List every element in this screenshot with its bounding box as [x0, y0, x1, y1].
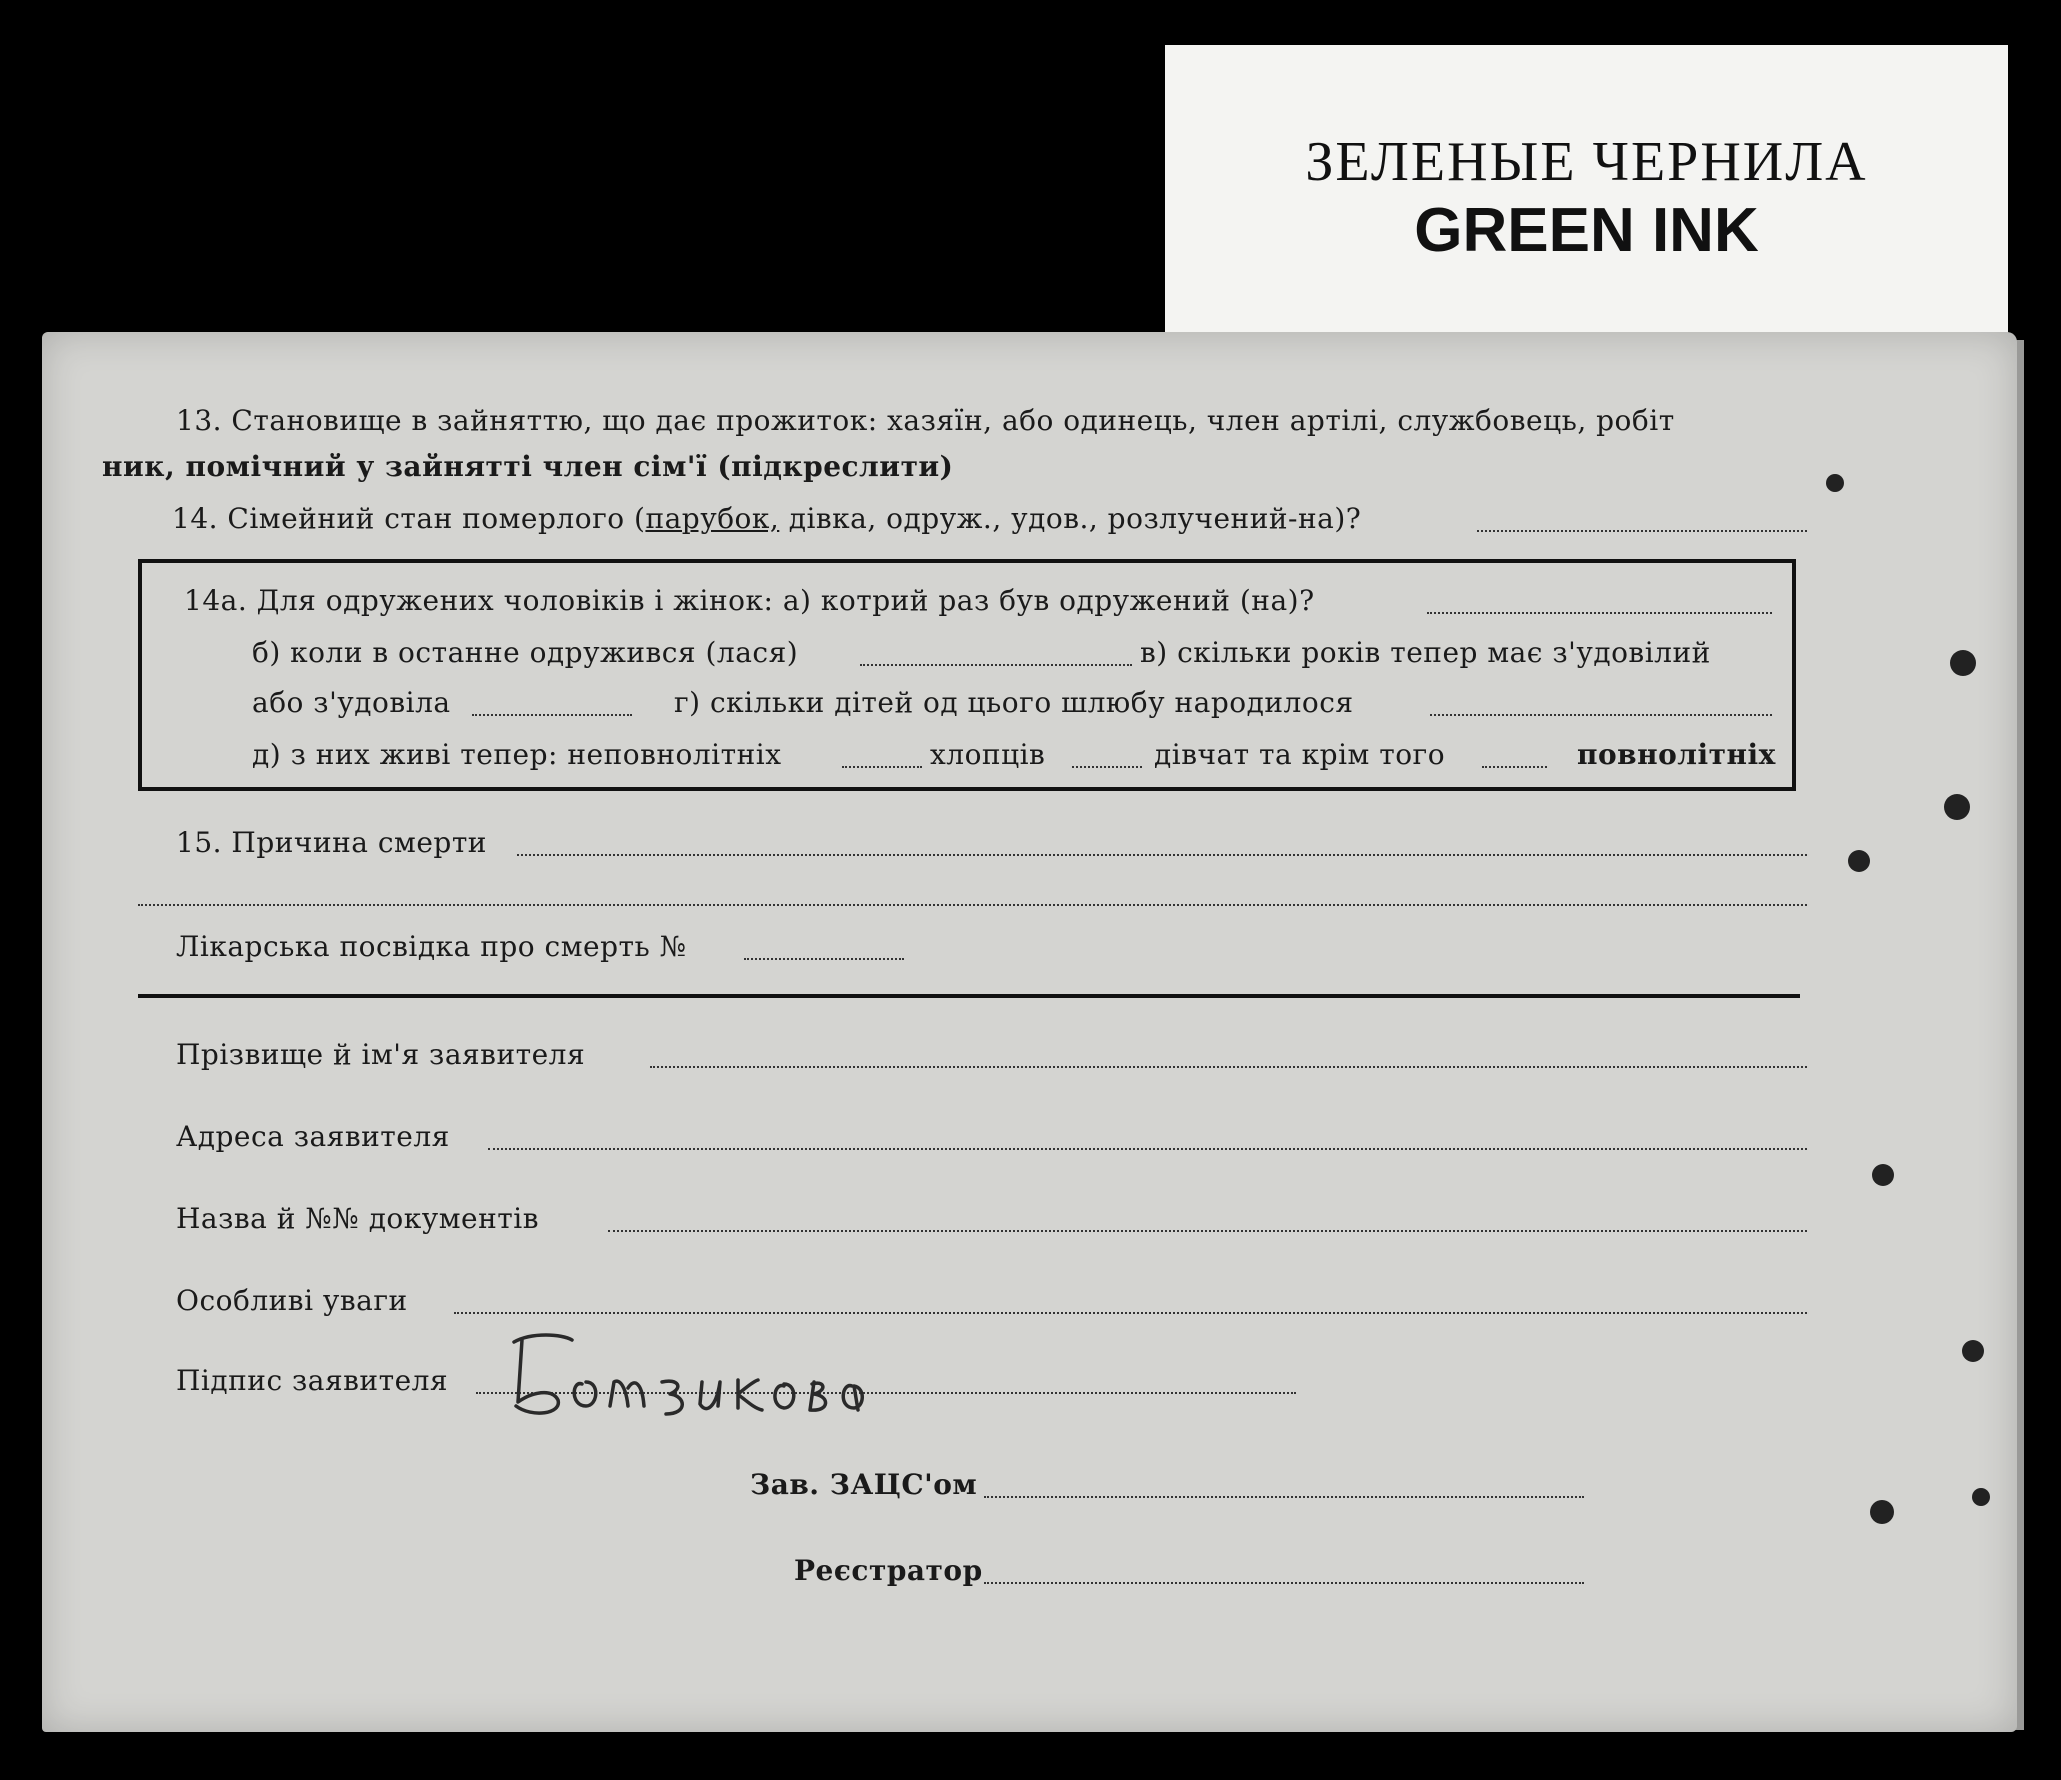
q14a-girls-line — [1482, 766, 1547, 768]
medical-certificate-label: Лікарська посвідка про смерть № — [176, 930, 687, 963]
q14a-v-label: в) скільки років тепер має з'удовілий — [1140, 636, 1711, 669]
registrar-label: Реєстратор — [794, 1554, 983, 1587]
q14a-d-minors-line — [842, 766, 922, 768]
q13-line1: 13. Становище в зайняттю, що дає прожиток: хазяїн, або одинець, член артілі, службовець, робіт — [176, 404, 1675, 437]
notes-label: Особливі уваги — [176, 1284, 408, 1317]
q14a-b-label: б) коли в останне одружився (лася) — [252, 636, 799, 669]
q14a-line1: 14а. Для одружених чоловіків і жінок: а) котрий раз був одружений (на)? — [184, 584, 1315, 617]
q14a-d-label: д) з них живі тепер: неповнолітніх — [252, 738, 782, 771]
applicant-name-label: Прізвище й ім'я заявителя — [176, 1038, 586, 1071]
applicant-address-label: Адреса заявителя — [176, 1120, 450, 1153]
hole-mark — [1950, 650, 1976, 676]
q14a-girls-label: дівчат та крім того — [1154, 738, 1446, 771]
q14a-boys-label: хлопців — [930, 738, 1046, 771]
q14a-b-answer-line — [860, 664, 1132, 666]
q14-marital-status — [172, 502, 1361, 535]
registrar-line — [984, 1582, 1584, 1584]
applicant-name-line — [650, 1066, 1807, 1068]
q14-underlined-option: парубок, — [645, 502, 780, 535]
hole-mark — [1870, 1500, 1894, 1524]
form-sheet — [42, 332, 2017, 1732]
hole-mark — [1944, 794, 1970, 820]
archive-label-card — [1165, 45, 2008, 335]
applicant-address-line — [488, 1148, 1807, 1150]
label-russian: ЗЕЛЕНЫЕ ЧЕРНИЛА — [1305, 131, 1868, 193]
q14a-abo-answer-line — [472, 714, 632, 716]
q14a-abo-label: або з'удовіла — [252, 686, 451, 719]
hole-mark — [1972, 1488, 1990, 1506]
q15-answer-line-2 — [138, 904, 1807, 906]
hole-mark — [1848, 850, 1870, 872]
notes-line — [454, 1312, 1807, 1314]
zags-head-label: Зав. ЗАЦС'ом — [750, 1468, 978, 1501]
q14a-g-label: г) скільки дітей од цього шлюбу народилося — [674, 686, 1354, 719]
q14a-adults-label: повнолітніх — [1577, 738, 1776, 771]
documents-label: Назва й №№ документів — [176, 1202, 539, 1235]
signature-label: Підпис заявителя — [176, 1364, 449, 1397]
q13-line2: ник, помічний у зайнятті член сім'ї (підкреслити) — [102, 450, 954, 483]
handwritten-signature — [502, 1322, 922, 1432]
label-english: GREEN INK — [1414, 196, 1759, 265]
zags-head-line — [984, 1496, 1584, 1498]
q14-prefix: 14. Сімейний стан померлого ( — [172, 502, 646, 535]
q14-answer-line — [1477, 530, 1807, 532]
q14a-boys-line — [1072, 766, 1142, 768]
section-divider — [138, 994, 1800, 998]
hole-mark — [1872, 1164, 1894, 1186]
medical-certificate-line — [744, 958, 904, 960]
q14a-a-answer-line — [1427, 612, 1772, 614]
documents-line — [608, 1230, 1807, 1232]
hole-mark — [1962, 1340, 1984, 1362]
q14-suffix: дівка, одруж., удов., розлучений-на)? — [779, 502, 1362, 535]
q14a-g-answer-line — [1430, 714, 1772, 716]
q15-cause-of-death: 15. Причина смерти — [176, 826, 487, 859]
q15-answer-line — [517, 854, 1807, 856]
hole-mark — [1826, 474, 1844, 492]
